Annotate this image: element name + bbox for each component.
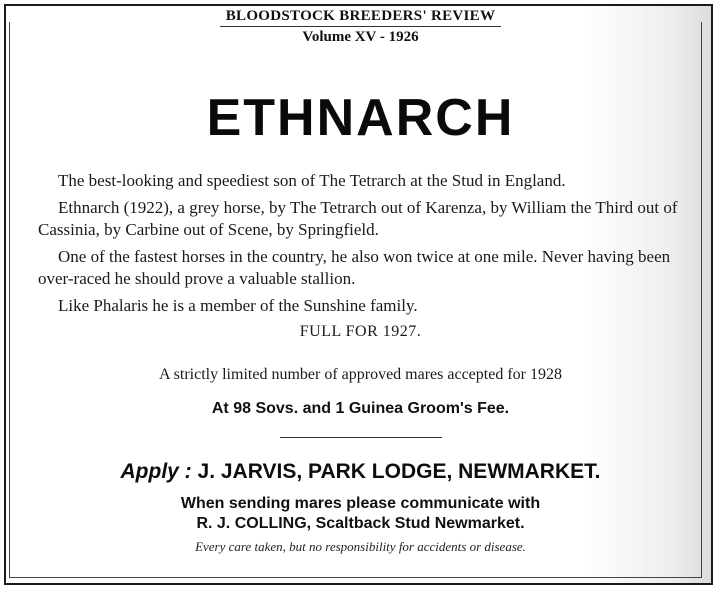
- apply-label: Apply :: [120, 460, 192, 483]
- mares-contact: [0, 494, 721, 534]
- apply-line: [0, 460, 721, 484]
- divider-rule: [280, 437, 442, 438]
- journal-title: BLOODSTOCK BREEDERS' REVIEW: [220, 6, 502, 27]
- horse-name-title: ETHNARCH: [206, 89, 515, 147]
- description-paragraph: One of the fastest horses in the country, he also won twice at one mile. Never having been over-raced he should prove a valuable stallion.: [38, 247, 671, 288]
- apply-contact: J. JARVIS, PARK LODGE, NEWMARKET.: [197, 460, 601, 483]
- description-paragraph: Ethnarch (1922), a grey horse, by The Tetrarch out of Karenza, by William the Third out of Cassinia, by Carbine out of Scene, by Springfield.: [38, 198, 678, 239]
- full-notice: FULL FOR 1927.: [299, 323, 422, 340]
- advert-description: [38, 170, 688, 322]
- description-paragraph: The best-looking and speediest son of The Tetrarch at the Stud in England.: [58, 171, 566, 190]
- limited-notice: A strictly limited number of approved mares accepted for 1928: [159, 366, 562, 383]
- description-paragraph: Like Phalaris he is a member of the Sunshine family.: [58, 296, 418, 315]
- journal-header: [0, 6, 721, 47]
- mares-contact-name: R. J. COLLING, Scaltback Stud Newmarket.: [196, 515, 525, 532]
- stud-fee: At 98 Sovs. and 1 Guinea Groom's Fee.: [211, 400, 510, 417]
- disclaimer: Every care taken, but no responsibility for accidents or disease.: [195, 539, 526, 554]
- journal-volume: Volume XV - 1926: [302, 29, 419, 45]
- mares-instruction: When sending mares please communicate with: [180, 495, 541, 512]
